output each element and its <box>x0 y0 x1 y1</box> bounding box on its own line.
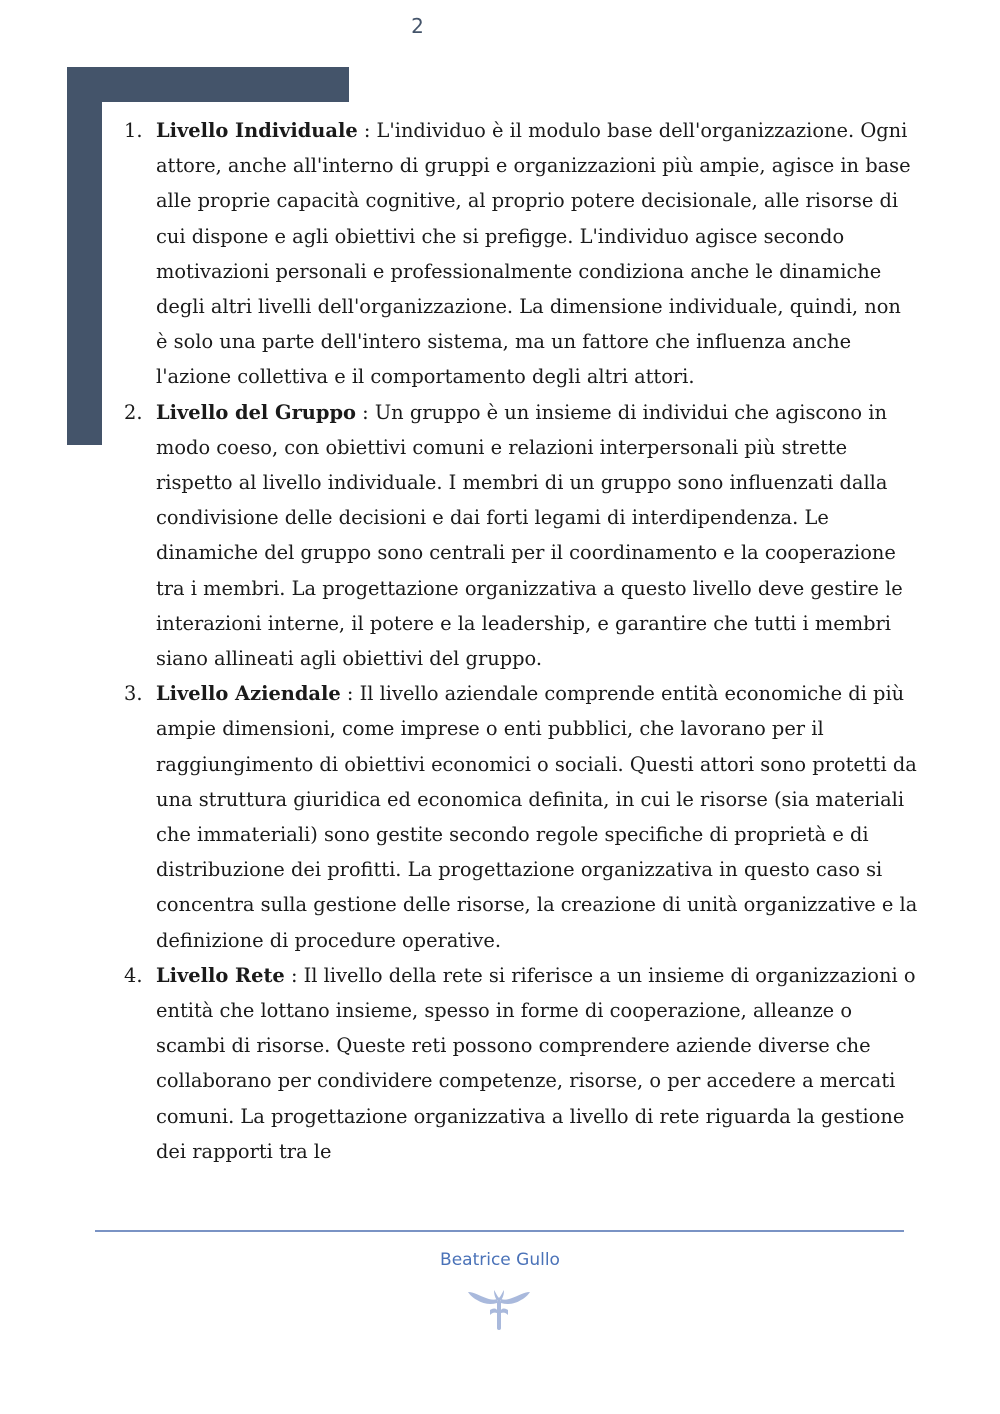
list-item-text: : Il livello aziendale comprende entità economiche di più ampie dimensioni, come imprese o enti pubblici, che lavorano per il raggiungimento di obiettivi economici o sociali. Questi attori sono protetti da una struttura giuridica ed economica definita, in cui le risorse (sia materiali che immateriali) sono gestite secondo regole specifiche di proprietà e di distribuzione dei profitti. La progettazione organizzativa in questo caso si concentra sulla gestione delle risorse, la creazione di unità organizzative e la definizione di procedure operative. <box>156 682 918 952</box>
footer-divider <box>95 1230 904 1232</box>
list-item <box>118 958 918 1169</box>
list-item-number: 3. <box>124 682 143 706</box>
list-item-number: 4. <box>124 963 143 987</box>
levels-list <box>118 113 918 1169</box>
list-item-term: Livello Aziendale <box>156 682 341 706</box>
list-item <box>118 676 918 958</box>
list-item <box>118 395 918 677</box>
list-item-term: Livello Rete <box>156 963 285 987</box>
page-number: 2 <box>411 14 424 38</box>
corner-decoration-top <box>67 67 349 102</box>
corner-decoration-left <box>67 67 102 445</box>
list-item <box>118 113 918 395</box>
list-item-term: Livello Individuale <box>156 119 358 142</box>
list-item-text: : Un gruppo è un insieme di individui che agiscono in modo coeso, con obiettivi comuni e relazioni interpersonali più strette rispetto al livello individuale. I membri di un gruppo sono influenzati dalla condivisione delle decisioni e dai forti legami di interdipendenza. Le dinamiche del gruppo sono centrali per il coordinamento e la cooperazione tra i membri. La progettazione organizzativa a questo livello deve gestire le interazioni interne, il potere e la leadership, e garantire che tutti i membri siano allineati agli obiettivi del gruppo. <box>156 400 903 671</box>
list-item-number: 1. <box>124 119 143 142</box>
list-item-text: : L'individuo è il modulo base dell'organizzazione. Ogni attore, anche all'interno di gruppi e organizzazioni più ampie, agisce in base alle proprie capacità cognitive, al proprio potere decisionale, alle risorse di cui dispone e agli obiettivi che si prefigge. L'individuo agisce secondo motivazioni personali e professionalmente condiziona anche le dinamiche degli altri livelli dell'organizzazione. La dimensione individuale, quindi, non è solo una parte dell'intero sistema, ma un fattore che influenza anche l'azione collettiva e il comportamento degli altri attori. <box>156 119 911 389</box>
list-item-number: 2. <box>124 400 143 424</box>
list-item-term: Livello del Gruppo <box>156 400 356 424</box>
list-item-text: : Il livello della rete si riferisce a un insieme di organizzazioni o entità che lottano insieme, spesso in forme di cooperazione, alleanze o scambi di risorse. Queste reti possono comprendere aziende diverse che collaborano per condividere competenze, risorse, o per accedere a mercati comuni. La progettazione organizzativa a livello di rete riguarda la gestione dei rapporti tra le <box>156 963 916 1163</box>
document-body <box>118 113 918 1169</box>
fleur-ornament-icon <box>466 1288 532 1334</box>
footer-author: Beatrice Gullo <box>440 1250 560 1270</box>
